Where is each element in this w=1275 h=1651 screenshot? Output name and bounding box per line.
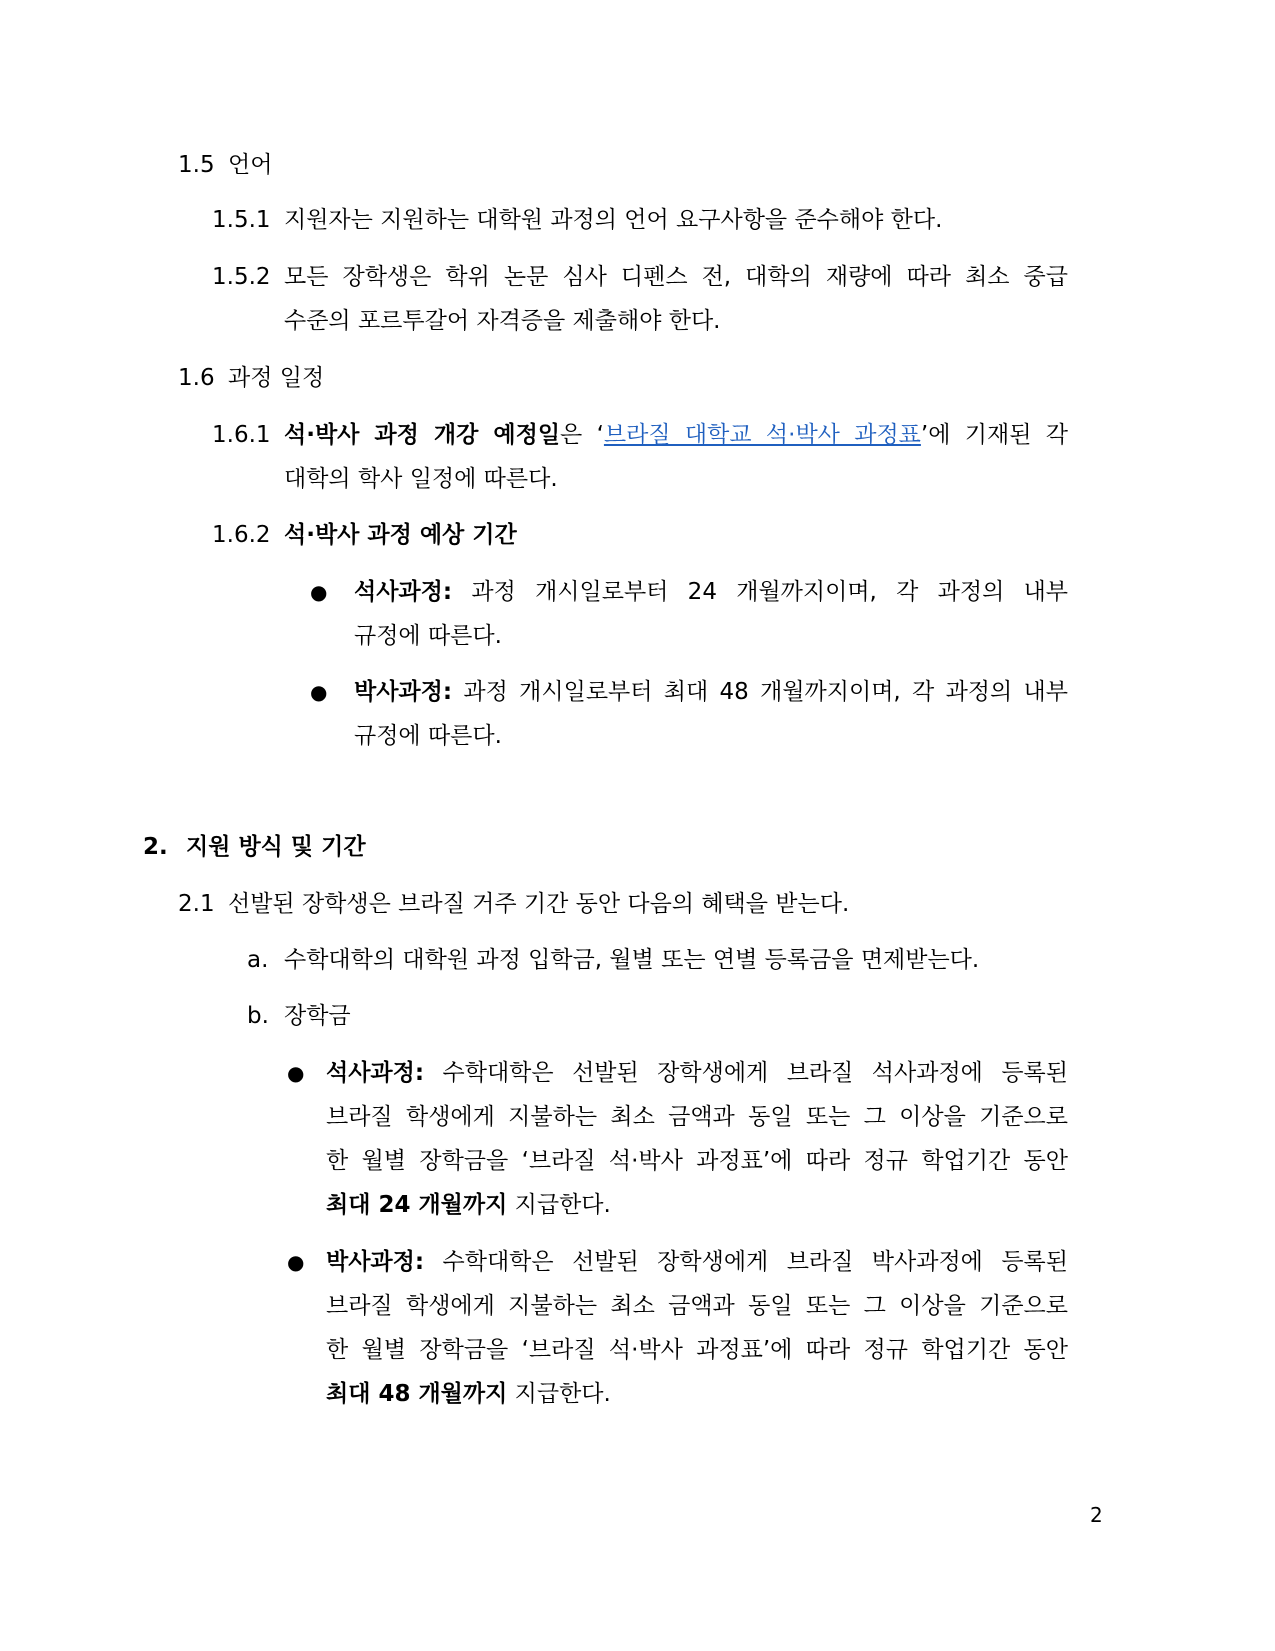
bold-term: 최대 48 개월까지	[326, 1381, 508, 1407]
bullet-text-line: 한 월별 장학금을 ‘브라질 석·박사 과정표’에 따라 정규 학업기간 동안	[326, 1337, 1068, 1363]
section-number: 1.5	[178, 152, 215, 178]
clause-number: 1.5.2	[212, 264, 271, 290]
clause-title: 석·박사 과정 예상 기간	[284, 522, 517, 548]
bullet-icon: ●	[310, 680, 328, 704]
clause-number: 1.6.1	[212, 422, 271, 448]
list-item-text: 장학금	[284, 1003, 351, 1029]
clause-text-line: 모든 장학생은 학위 논문 심사 디펜스 전, 대학의 재량에 따라 최소 중급	[284, 264, 1068, 290]
chapter-number: 2.	[143, 834, 168, 860]
text-fragment: 지급한다.	[507, 1192, 611, 1218]
bullet-text-line	[326, 1190, 611, 1220]
section-number: 2.1	[178, 891, 215, 917]
bullet-text-line	[326, 1247, 1068, 1277]
clause-number: 1.5.1	[212, 207, 271, 233]
section-title: 언어	[228, 152, 273, 178]
bold-term: 석·박사 과정 개강 예정일	[284, 422, 561, 448]
bullet-text-line	[326, 1058, 1068, 1088]
text-fragment: 과정 개시일로부터 최대 48 개월까지이며, 각 과정의 내부	[463, 679, 1068, 705]
section-text: 선발된 장학생은 브라질 거주 기간 동안 다음의 혜택을 받는다.	[228, 891, 850, 917]
bullet-text-line: 브라질 학생에게 지불하는 최소 금액과 동일 또는 그 이상을 기준으로	[326, 1104, 1068, 1130]
bullet-icon: ●	[287, 1250, 305, 1274]
clause-text-line: 수준의 포르투갈어 자격증을 제출해야 한다.	[284, 308, 721, 334]
bullet-label: 석사과정:	[326, 1060, 425, 1086]
list-marker: b.	[247, 1003, 269, 1029]
section-title: 과정 일정	[228, 365, 325, 391]
text-fragment: 지급한다.	[507, 1381, 611, 1407]
bullet-text-line: 한 월별 장학금을 ‘브라질 석·박사 과정표’에 따라 정규 학업기간 동안	[326, 1148, 1068, 1174]
page-number: 2	[1090, 1503, 1103, 1527]
text-fragment: 은 ‘	[560, 422, 604, 448]
text-fragment: 수학대학은 선발된 장학생에게 브라질 석사과정에 등록된	[442, 1060, 1068, 1086]
chapter-title: 지원 방식 및 기간	[186, 834, 366, 860]
text-fragment: ’에 기재된 각	[920, 422, 1068, 448]
list-marker: a.	[247, 947, 269, 973]
bullet-text-line	[354, 677, 1068, 707]
text-fragment: 과정 개시일로부터 24 개월까지이며, 각 과정의 내부	[471, 579, 1069, 605]
bullet-text-line	[326, 1379, 611, 1409]
bullet-text-line: 규정에 따른다.	[354, 623, 502, 649]
bold-term: 최대 24 개월까지	[326, 1192, 508, 1218]
bullet-text-line: 브라질 학생에게 지불하는 최소 금액과 동일 또는 그 이상을 기준으로	[326, 1293, 1068, 1319]
bullet-icon: ●	[287, 1061, 305, 1085]
bullet-text-line	[354, 577, 1068, 607]
clause-text: 지원자는 지원하는 대학원 과정의 언어 요구사항을 준수해야 한다.	[284, 207, 943, 233]
bullet-label: 석사과정:	[354, 579, 453, 605]
clause-number: 1.6.2	[212, 522, 271, 548]
text-fragment: 수학대학은 선발된 장학생에게 브라질 박사과정에 등록된	[442, 1249, 1068, 1275]
clause-text-line: 대학의 학사 일정에 따른다.	[284, 466, 558, 492]
bullet-text-line: 규정에 따른다.	[354, 723, 502, 749]
section-number: 1.6	[178, 365, 215, 391]
bullet-icon: ●	[310, 580, 328, 604]
course-table-link[interactable]: 브라질 대학교 석·박사 과정표	[603, 422, 921, 448]
list-item-text: 수학대학의 대학원 과정 입학금, 월별 또는 연별 등록금을 면제받는다.	[284, 947, 980, 973]
bullet-label: 박사과정:	[326, 1249, 425, 1275]
clause-text-line	[284, 420, 1068, 450]
bullet-label: 박사과정:	[354, 679, 453, 705]
